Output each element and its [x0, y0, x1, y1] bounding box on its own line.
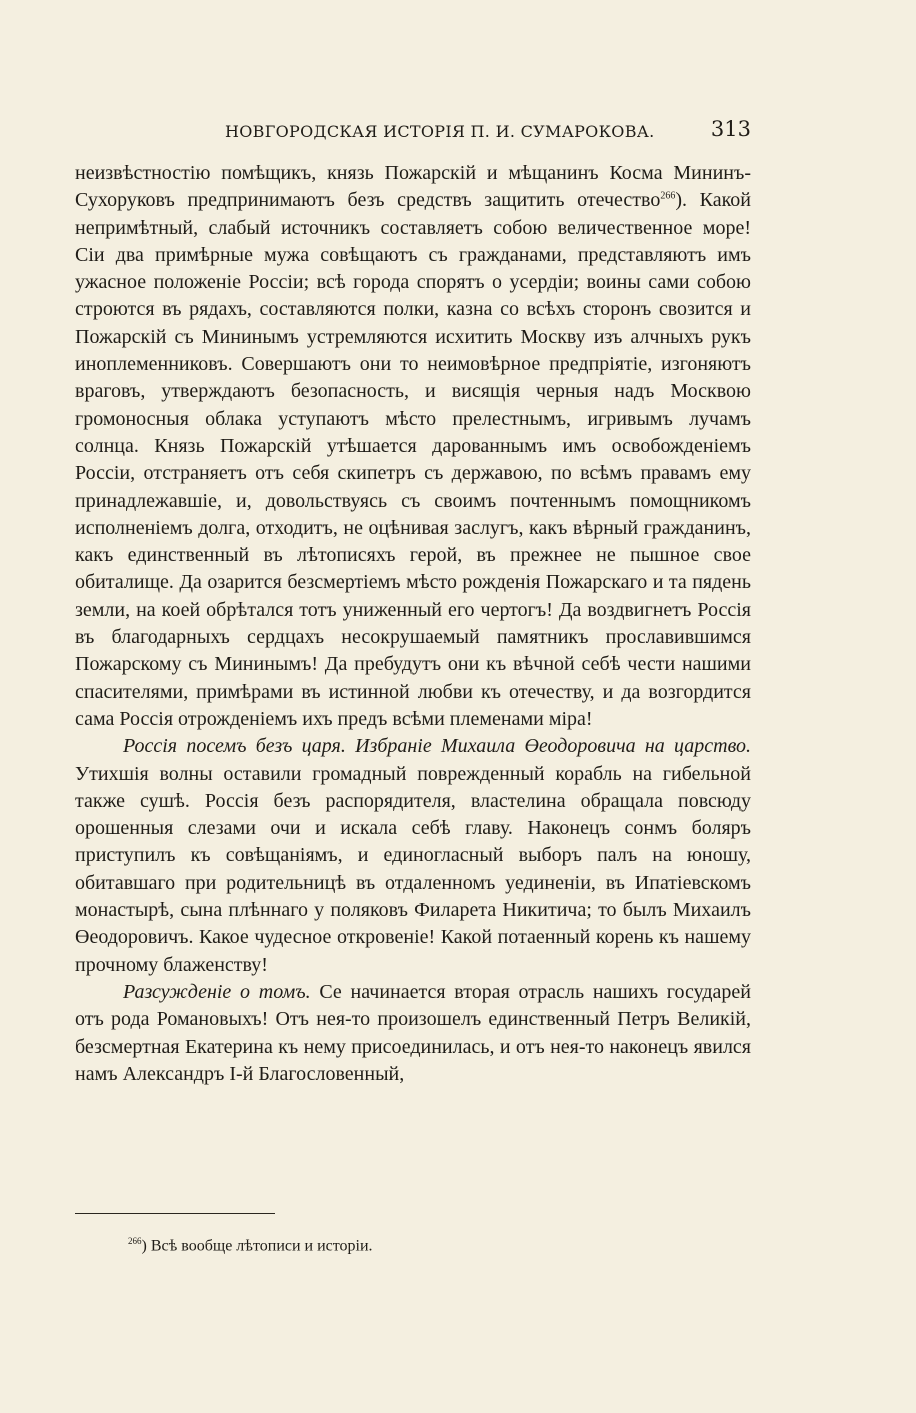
footnote [128, 1236, 373, 1255]
paragraph-1-text-a: неизвѣстностію помѣщикъ, князь Пожарскій и мѣщанинъ Косма Мининъ-Сухоруковъ предпринимаютъ безъ средствъ защитить отечество [75, 162, 751, 212]
page-header [75, 115, 751, 149]
paragraph-2 [75, 733, 751, 979]
page-number: 313 [710, 117, 751, 141]
paragraph-1-text-b: ). Какой непримѣтный, слабый источникъ составляетъ собою величественное море! Сіи два примѣрные мужа совѣщаютъ съ гражданами, представляютъ имъ ужасное положеніе Россіи; всѣ города спорятъ о усердіи; воины сами собою строются въ рядахъ, составляются полки, казна со всѣхъ сторонъ свозится и Пожарскій съ Мининымъ устремляются исхитить Москву изъ алчныхъ рукъ иноплеменниковъ. Совершаютъ они то неимовѣрное предпріятіе, изгоняютъ враговъ, утверждаютъ безопасность, и висящія черныя надъ Москвою громоносныя облака уступаютъ мѣсто прелестнымъ, игривымъ лучамъ солнца. Князь Пожарскій утѣшается дарованнымъ имъ освобожденіемъ Россіи, отстраняетъ отъ себя скипетръ съ державою, по всѣмъ правамъ ему принадлежавшіе, и, довольствуясь съ своимъ почтеннымъ помощникомъ исполненіемъ долга, отходитъ, не оцѣнивая заслугъ, какъ вѣрный гражданинъ, какъ единственный въ лѣтописяхъ герой, въ прежнее не пышное свое обиталище. Да озарится безсмертіемъ мѣсто рожденія Пожарскаго и та пядень земли, на коей обрѣтался тотъ униженный его чертогъ! Да воздвигнетъ Россія въ благодарныхъ сердцахъ несокрушаемый памятникъ прославившимся Пожарскому съ Мининымъ! Да пребудутъ они къ вѣчной себѣ чести нашими спасителями, примѣрами въ истинной любви къ отечеству, и да возгордится сама Россія отрожденіемъ ихъ предъ всѣми племенами міра! [75, 189, 751, 730]
paragraph-3 [75, 979, 751, 1088]
paragraph-3-heading: Разсужденіе о томъ. [123, 980, 311, 1003]
body-text [75, 160, 751, 1088]
running-title: НОВГОРОДСКАЯ ИСТОРІЯ П. И. СУМАРОКОВА. [225, 122, 655, 141]
footnote-number: 266 [128, 1236, 142, 1246]
footnote-separator [75, 1213, 275, 1214]
paragraph-2-text: Утихшія волны оставили громадный поврежденный корабль на гибельной также сушѣ. Россія безъ распорядителя, властелина обращала повсюду орошенныя слезами очи и искала себѣ главу. Наконецъ сонмъ боляръ приступилъ къ совѣщаніямъ, и единогласный выборъ палъ на юношу, обитавшаго при родительницѣ въ отдаленномъ уединеніи, въ Ипатіевскомъ монастырѣ, сына плѣннаго у поляковъ Филарета Никитича; то былъ Михаилъ Өеодоровичъ. Какое чудесное откровеніе! Какой потаенный корень къ нашему прочному блаженству! [75, 762, 751, 976]
paragraph-2-heading: Россія посемъ безъ царя. Избраніе Михаила Өеодоровича на царство. [123, 735, 751, 758]
footnote-reference: 266 [660, 190, 676, 202]
paragraph-3-text: Се начинается вторая отрасль нашихъ государей отъ рода Романовыхъ! Отъ нея-то произошелъ единственный Петръ Великій, безсмертная Екатерина къ нему присоединилась, и отъ нея-то наконецъ явился намъ Александръ І-й Благословенный, [75, 980, 751, 1085]
paragraph-1 [75, 160, 751, 733]
footnote-text: ) Всѣ вообще лѣтописи и исторіи. [141, 1237, 373, 1255]
